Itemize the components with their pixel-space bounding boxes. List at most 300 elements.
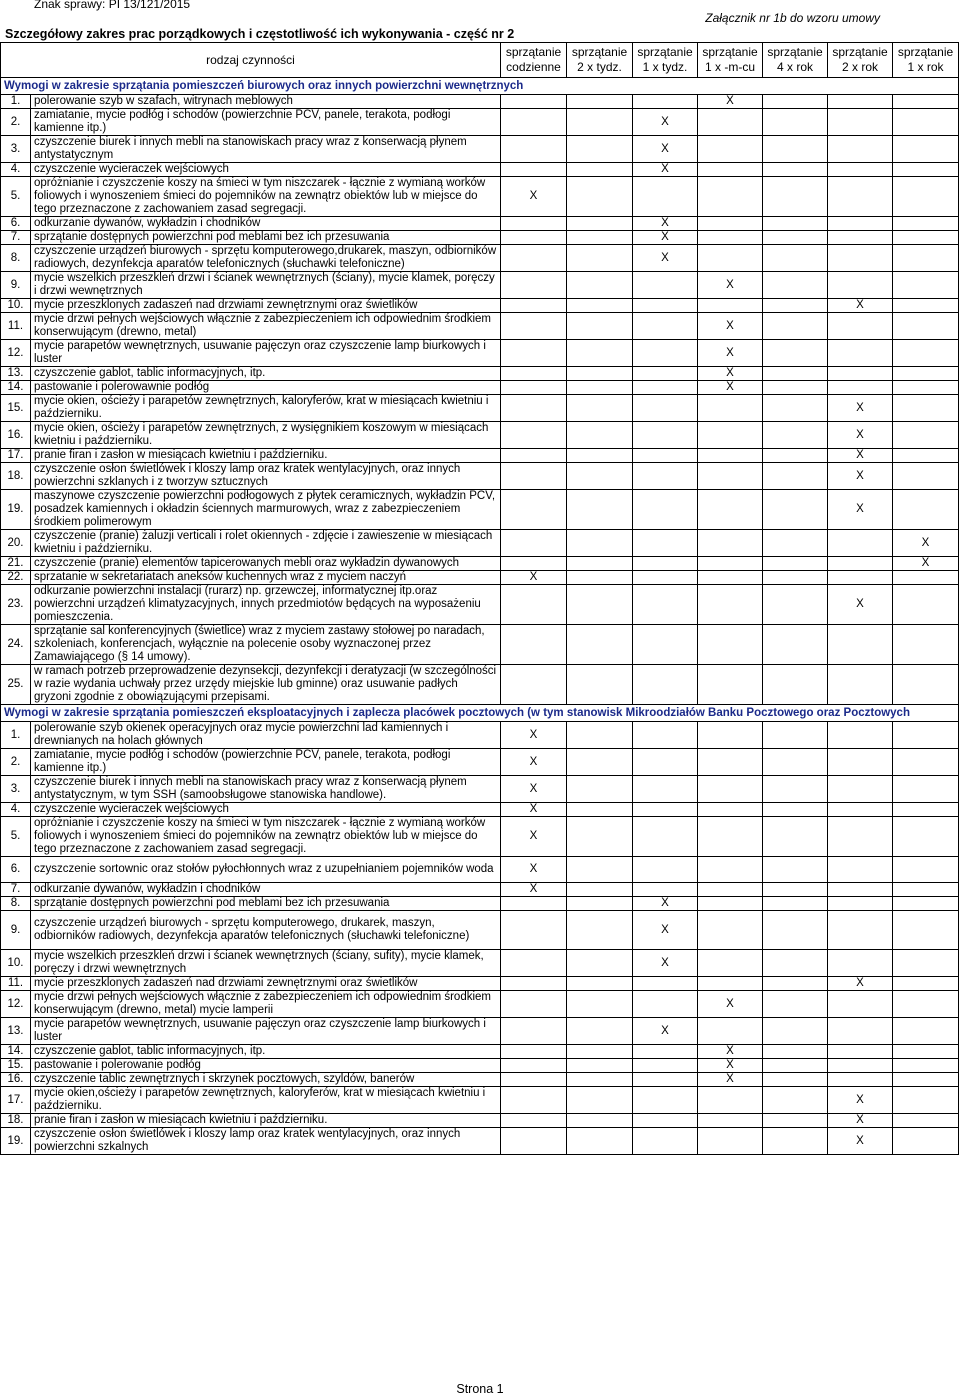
row-number: 16. [1, 1073, 31, 1087]
frequency-cell [633, 449, 698, 463]
frequency-mark: X [501, 857, 567, 883]
frequency-cell [893, 857, 959, 883]
frequency-cell [698, 977, 763, 991]
frequency-cell [893, 109, 959, 136]
frequency-cell [567, 911, 633, 950]
frequency-cell [567, 136, 633, 163]
frequency-cell [763, 1018, 828, 1045]
frequency-cell [763, 557, 828, 571]
table-row [1, 1045, 959, 1059]
frequency-cell [763, 991, 828, 1018]
row-number: 9. [1, 911, 31, 950]
row-number: 19. [1, 490, 31, 530]
frequency-cell [501, 530, 567, 557]
frequency-cell [828, 231, 893, 245]
frequency-cell [828, 803, 893, 817]
frequency-cell [763, 136, 828, 163]
frequency-cell [567, 776, 633, 803]
document-title: Szczegółowy zakres prac porządkowych i częstotliwość ich wykonywania - część nr 2 [5, 27, 515, 41]
activity-description: odkurzanie dywanów, wykładzin i chodników [31, 883, 501, 897]
frequency-cell [763, 803, 828, 817]
frequency-cell [698, 817, 763, 857]
frequency-cell [893, 1045, 959, 1059]
frequency-cell [698, 299, 763, 313]
frequency-cell [501, 557, 567, 571]
frequency-mark: X [633, 231, 698, 245]
table-row [1, 1087, 959, 1114]
table-row [1, 722, 959, 749]
frequency-cell [633, 776, 698, 803]
table-row [1, 557, 959, 571]
frequency-cell [828, 749, 893, 776]
row-number: 15. [1, 1059, 31, 1073]
table-row [1, 245, 959, 272]
row-number: 20. [1, 530, 31, 557]
frequency-cell [893, 1114, 959, 1128]
frequency-cell [763, 1059, 828, 1073]
frequency-cell [567, 177, 633, 217]
frequency-cell [763, 177, 828, 217]
table-row [1, 817, 959, 857]
row-number: 16. [1, 422, 31, 449]
frequency-cell [698, 857, 763, 883]
row-number: 25. [1, 665, 31, 705]
frequency-cell [633, 991, 698, 1018]
frequency-cell [763, 367, 828, 381]
frequency-cell [633, 571, 698, 585]
frequency-cell [893, 803, 959, 817]
activity-description: mycie okien, ościeży i parapetów zewnętrznych, z wysięgnikiem koszowym w miesiącach kwietniu i październiku. [31, 422, 501, 449]
activity-description: czyszczenie gablot, tablic informacyjnych, itp. [31, 367, 501, 381]
activity-description: maszynowe czyszczenie powierzchni podłogowych z płytek ceramicznych, wykładzin PCV, posadzek kamiennych i okładzin ściennych marmurowych, wraz z zabezpieczeniem środkiem polimerowym [31, 490, 501, 530]
page-number: Strona 1 [456, 1382, 504, 1396]
activity-description: czyszczenie (pranie) żaluzji verticali i rolet okiennych - zdjęcie i zawieszenie w miesiącach kwietniu i październiku. [31, 530, 501, 557]
frequency-cell [763, 857, 828, 883]
frequency-cell [893, 217, 959, 231]
frequency-cell [501, 991, 567, 1018]
cleaning-schedule-table [0, 42, 959, 1155]
frequency-cell [501, 977, 567, 991]
section-title: Wymogi w zakresie sprzątania pomieszczeń biurowych oraz innych powierzchni wewnętrznych [1, 78, 959, 95]
frequency-cell [828, 722, 893, 749]
frequency-cell [698, 109, 763, 136]
table-row [1, 313, 959, 340]
frequency-cell [828, 272, 893, 299]
frequency-cell [763, 109, 828, 136]
frequency-cell [698, 422, 763, 449]
frequency-cell [501, 665, 567, 705]
frequency-cell [567, 530, 633, 557]
frequency-cell [501, 449, 567, 463]
frequency-mark: X [828, 299, 893, 313]
row-number: 11. [1, 313, 31, 340]
table-row [1, 530, 959, 557]
annex-label: Załącznik nr 1b do wzoru umowy [705, 11, 880, 25]
frequency-mark: X [501, 776, 567, 803]
frequency-cell [893, 490, 959, 530]
frequency-cell [893, 722, 959, 749]
frequency-cell [567, 422, 633, 449]
activity-description: pranie firan i zasłon w miesiącach kwietniu i październiku. [31, 1114, 501, 1128]
frequency-header: sprzątanie 4 x rok [763, 43, 828, 78]
frequency-cell [893, 313, 959, 340]
activity-description: polerowanie szyb w szafach, witrynach meblowych [31, 95, 501, 109]
frequency-cell [633, 1045, 698, 1059]
frequency-cell [763, 381, 828, 395]
frequency-cell [698, 625, 763, 665]
frequency-cell [567, 1128, 633, 1155]
frequency-cell [698, 950, 763, 977]
table-row [1, 749, 959, 776]
table-row [1, 571, 959, 585]
frequency-cell [893, 1073, 959, 1087]
frequency-cell [828, 1018, 893, 1045]
frequency-cell [763, 1087, 828, 1114]
frequency-cell [567, 367, 633, 381]
frequency-cell [698, 1087, 763, 1114]
frequency-cell [567, 1073, 633, 1087]
frequency-cell [698, 245, 763, 272]
activity-description: mycie przeszklonych zadaszeń nad drzwiami zewnętrznymi oraz świetlików [31, 299, 501, 313]
frequency-cell [893, 571, 959, 585]
frequency-cell [501, 109, 567, 136]
frequency-cell [698, 490, 763, 530]
frequency-cell [763, 530, 828, 557]
frequency-mark: X [698, 367, 763, 381]
frequency-cell [893, 95, 959, 109]
frequency-cell [567, 490, 633, 530]
frequency-cell [893, 245, 959, 272]
table-row [1, 977, 959, 991]
frequency-mark: X [828, 395, 893, 422]
table-row [1, 109, 959, 136]
frequency-cell [893, 950, 959, 977]
frequency-cell [828, 109, 893, 136]
frequency-cell [893, 163, 959, 177]
activity-description: czyszczenie gablot, tablic informacyjnych, itp. [31, 1045, 501, 1059]
row-number: 13. [1, 367, 31, 381]
table-row [1, 1059, 959, 1073]
table-row [1, 1114, 959, 1128]
frequency-cell [501, 1073, 567, 1087]
frequency-cell [501, 395, 567, 422]
row-number: 11. [1, 977, 31, 991]
frequency-cell [763, 977, 828, 991]
frequency-cell [501, 217, 567, 231]
frequency-cell [567, 449, 633, 463]
frequency-cell [828, 776, 893, 803]
frequency-cell [828, 991, 893, 1018]
frequency-mark: X [893, 557, 959, 571]
table-row [1, 897, 959, 911]
frequency-cell [828, 557, 893, 571]
frequency-cell [501, 367, 567, 381]
frequency-cell [567, 313, 633, 340]
frequency-cell [763, 1114, 828, 1128]
table-row [1, 665, 959, 705]
section-header-row [1, 705, 959, 722]
frequency-cell [893, 883, 959, 897]
frequency-cell [893, 1087, 959, 1114]
frequency-cell [633, 857, 698, 883]
section-header-row [1, 78, 959, 95]
frequency-cell [828, 245, 893, 272]
frequency-cell [633, 177, 698, 217]
frequency-cell [893, 381, 959, 395]
frequency-cell [763, 463, 828, 490]
frequency-cell [567, 463, 633, 490]
frequency-cell [501, 585, 567, 625]
frequency-mark: X [698, 1059, 763, 1073]
frequency-cell [763, 299, 828, 313]
table-row [1, 1018, 959, 1045]
activity-description: mycie okien,ościeży i parapetów zewnętrznych, kaloryferów, krat w miesiącach kwietniu i październiku. [31, 1087, 501, 1114]
row-number: 24. [1, 625, 31, 665]
frequency-cell [893, 1018, 959, 1045]
frequency-cell [698, 776, 763, 803]
table-row [1, 177, 959, 217]
frequency-cell [893, 897, 959, 911]
frequency-cell [828, 313, 893, 340]
frequency-cell [763, 490, 828, 530]
frequency-cell [698, 571, 763, 585]
frequency-mark: X [828, 1128, 893, 1155]
frequency-cell [893, 463, 959, 490]
frequency-cell [893, 395, 959, 422]
activity-description: zamiatanie, mycie podłóg i schodów (powierzchnie PCV, panele, terakota, podłogi kamienne itp.) [31, 749, 501, 776]
frequency-cell [893, 585, 959, 625]
frequency-cell [763, 1073, 828, 1087]
frequency-mark: X [828, 463, 893, 490]
row-number: 3. [1, 776, 31, 803]
row-number: 10. [1, 299, 31, 313]
frequency-cell [763, 776, 828, 803]
frequency-cell [501, 231, 567, 245]
frequency-mark: X [633, 950, 698, 977]
frequency-cell [828, 367, 893, 381]
activity-description: zamiatanie, mycie podłóg i schodów (powierzchnie PCV, panele, terakota, podłogi kamienne itp.) [31, 109, 501, 136]
frequency-cell [501, 1114, 567, 1128]
frequency-header: sprzątanie 1 x -m-cu [698, 43, 763, 78]
frequency-cell [567, 272, 633, 299]
frequency-cell [501, 950, 567, 977]
frequency-cell [567, 803, 633, 817]
activity-description: czyszczenie (pranie) elementów tapicerowanych mebli oraz wykładzin dywanowych [31, 557, 501, 571]
table-row [1, 272, 959, 299]
frequency-cell [763, 272, 828, 299]
frequency-cell [633, 585, 698, 625]
row-number: 22. [1, 571, 31, 585]
activity-description: czyszczenie wycieraczek wejściowych [31, 803, 501, 817]
frequency-mark: X [501, 571, 567, 585]
frequency-cell [893, 776, 959, 803]
frequency-cell [828, 177, 893, 217]
frequency-cell [763, 1128, 828, 1155]
frequency-cell [893, 272, 959, 299]
table-row [1, 1128, 959, 1155]
row-number: 17. [1, 1087, 31, 1114]
frequency-cell [828, 897, 893, 911]
frequency-cell [633, 665, 698, 705]
activity-description: mycie parapetów wewnętrznych, usuwanie pajęczyn oraz czyszczenie lamp biurkowych i luster [31, 340, 501, 367]
activity-description: polerowanie szyb okienek operacyjnych oraz mycie powierzchni lad kamiennych i drewnianych na holach głównych [31, 722, 501, 749]
row-number: 6. [1, 857, 31, 883]
frequency-cell [567, 1087, 633, 1114]
frequency-cell [698, 136, 763, 163]
activity-description: czyszczenie wycieraczek wejściowych [31, 163, 501, 177]
table-row [1, 95, 959, 109]
frequency-mark: X [698, 381, 763, 395]
frequency-cell [633, 803, 698, 817]
frequency-cell [828, 217, 893, 231]
frequency-cell [501, 490, 567, 530]
activity-description: odkurzanie dywanów, wykładzin i chodników [31, 217, 501, 231]
frequency-mark: X [828, 449, 893, 463]
row-number: 4. [1, 163, 31, 177]
frequency-mark: X [633, 897, 698, 911]
frequency-cell [763, 665, 828, 705]
frequency-cell [633, 422, 698, 449]
table-row [1, 950, 959, 977]
row-number: 8. [1, 245, 31, 272]
frequency-cell [828, 530, 893, 557]
frequency-cell [698, 1114, 763, 1128]
row-number: 2. [1, 109, 31, 136]
table-row [1, 585, 959, 625]
frequency-cell [633, 557, 698, 571]
frequency-cell [567, 1018, 633, 1045]
frequency-header: sprzątanie codzienne [501, 43, 567, 78]
frequency-cell [567, 1045, 633, 1059]
frequency-cell [763, 911, 828, 950]
activity-description: mycie wszelkich przeszkleń drzwi i ścianek wewnętrznych (ściany), mycie klamek, poręczy i drzwi wewnętrznych [31, 272, 501, 299]
row-number: 5. [1, 177, 31, 217]
frequency-cell [828, 95, 893, 109]
frequency-cell [567, 722, 633, 749]
frequency-cell [828, 1045, 893, 1059]
frequency-cell [763, 217, 828, 231]
frequency-cell [698, 1018, 763, 1045]
activity-description: opróżnianie i czyszczenie koszy na śmieci w tym niszczarek - łącznie z wymianą worków foliowych i wynoszeniem śmieci do pojemników na zewnątrz obiektów lub w miejsce do tego przeznaczone z zachowaniem zasad segregacji. [31, 817, 501, 857]
activity-description: sprzatanie w sekretariatach aneksów kuchennych wraz z myciem naczyń [31, 571, 501, 585]
frequency-cell [633, 299, 698, 313]
frequency-header: sprzątanie 1 x rok [893, 43, 959, 78]
table-row [1, 449, 959, 463]
row-number: 17. [1, 449, 31, 463]
frequency-cell [567, 977, 633, 991]
row-number: 12. [1, 340, 31, 367]
frequency-cell [698, 897, 763, 911]
frequency-cell [763, 395, 828, 422]
row-number: 6. [1, 217, 31, 231]
frequency-cell [567, 231, 633, 245]
row-number: 21. [1, 557, 31, 571]
activity-description: mycie wszelkich przeszkleń drzwi i ścianek wewnętrznych (ściany, sufity), mycie klamek, poręczy i drzwi wewnętrznych [31, 950, 501, 977]
frequency-cell [633, 625, 698, 665]
frequency-cell [633, 395, 698, 422]
frequency-cell [893, 911, 959, 950]
frequency-cell [633, 530, 698, 557]
frequency-cell [893, 977, 959, 991]
frequency-cell [763, 722, 828, 749]
frequency-cell [893, 449, 959, 463]
table-row [1, 395, 959, 422]
frequency-cell [763, 313, 828, 340]
frequency-cell [828, 950, 893, 977]
frequency-mark: X [633, 245, 698, 272]
frequency-cell [633, 272, 698, 299]
activity-description: opróżnianie i czyszczenie koszy na śmieci w tym niszczarek - łącznie z wymianą worków foliowych i wynoszeniem śmieci do pojemników na zewnątrz obiektów lub w miejsce do tego przeznaczone z zachowaniem zasad segregacji. [31, 177, 501, 217]
frequency-mark: X [698, 1045, 763, 1059]
frequency-cell [698, 463, 763, 490]
frequency-mark: X [698, 272, 763, 299]
frequency-cell [567, 991, 633, 1018]
activity-description: mycie parapetów wewnętrznych, usuwanie pajęczyn oraz czyszczenie lamp biurkowych i luster [31, 1018, 501, 1045]
frequency-cell [501, 313, 567, 340]
frequency-mark: X [501, 177, 567, 217]
frequency-cell [567, 857, 633, 883]
frequency-cell [698, 911, 763, 950]
row-number: 7. [1, 883, 31, 897]
activity-description: czyszczenie osłon świetlówek i kloszy lamp oraz kratek wentylacyjnych, oraz innych powierzchni szkalnych [31, 1128, 501, 1155]
frequency-cell [828, 625, 893, 665]
frequency-cell [567, 749, 633, 776]
frequency-cell [633, 722, 698, 749]
frequency-cell [893, 422, 959, 449]
frequency-cell [633, 1087, 698, 1114]
table-row [1, 136, 959, 163]
frequency-cell [893, 1128, 959, 1155]
frequency-cell [567, 950, 633, 977]
table-row [1, 803, 959, 817]
frequency-cell [567, 817, 633, 857]
frequency-cell [501, 272, 567, 299]
frequency-cell [567, 299, 633, 313]
frequency-cell [893, 665, 959, 705]
frequency-cell [567, 109, 633, 136]
row-number: 1. [1, 95, 31, 109]
frequency-cell [501, 381, 567, 395]
activity-column-header: rodzaj czynności [1, 43, 501, 78]
row-number: 9. [1, 272, 31, 299]
row-number: 7. [1, 231, 31, 245]
frequency-cell [501, 911, 567, 950]
table-row [1, 381, 959, 395]
activity-description: sprzątanie dostępnych powierzchni pod meblami bez ich przesuwania [31, 231, 501, 245]
frequency-cell [828, 911, 893, 950]
frequency-cell [567, 557, 633, 571]
frequency-cell [501, 625, 567, 665]
table-row [1, 625, 959, 665]
frequency-cell [567, 95, 633, 109]
frequency-cell [633, 463, 698, 490]
frequency-mark: X [633, 217, 698, 231]
frequency-cell [698, 883, 763, 897]
frequency-cell [698, 749, 763, 776]
activity-description: czyszczenie biurek i innych mebli na stanowiskach pracy wraz z konserwacją płynem antystatycznym [31, 136, 501, 163]
activity-description: sprzątanie dostępnych powierzchni pod meblami bez ich przesuwania [31, 897, 501, 911]
frequency-cell [763, 817, 828, 857]
table-row [1, 163, 959, 177]
frequency-cell [893, 136, 959, 163]
frequency-cell [567, 163, 633, 177]
frequency-cell [567, 395, 633, 422]
row-number: 18. [1, 463, 31, 490]
row-number: 8. [1, 897, 31, 911]
frequency-mark: X [501, 803, 567, 817]
table-row [1, 463, 959, 490]
row-number: 13. [1, 1018, 31, 1045]
